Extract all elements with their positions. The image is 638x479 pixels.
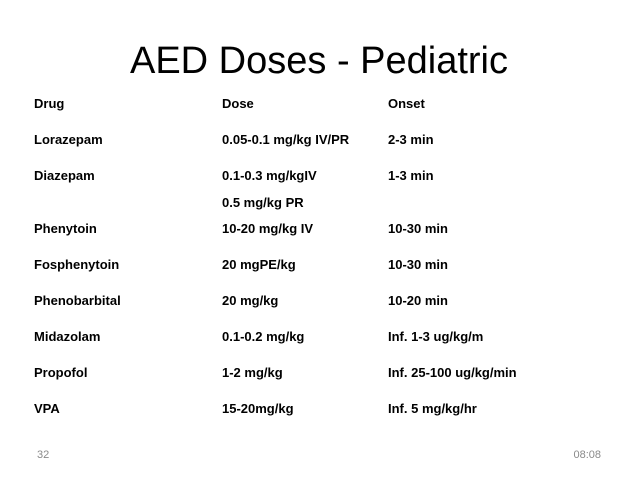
- table-row: [34, 247, 568, 283]
- slide-number: 32: [37, 449, 50, 461]
- aed-doses-table: [34, 86, 568, 421]
- dose-cell: 0.1-0.2 mg/kg: [222, 329, 305, 344]
- onset-cell: 10-20 min: [388, 293, 448, 308]
- table-row: [34, 158, 568, 211]
- drug-cell: Midazolam: [34, 329, 101, 344]
- table-row: [34, 211, 568, 247]
- dose-cell: 20 mgPE/kg: [222, 257, 296, 272]
- dose-cell: 15-20mg/kg: [222, 401, 294, 416]
- table-row: [34, 319, 568, 355]
- dose-cell: 10-20 mg/kg IV: [222, 221, 314, 236]
- header-dose: Dose: [222, 96, 254, 111]
- drug-cell: Phenobarbital: [34, 293, 121, 308]
- table-row: [34, 122, 568, 158]
- drug-cell: Diazepam: [34, 168, 95, 183]
- onset-cell: 10-30 min: [388, 221, 448, 236]
- table-header-row: [34, 86, 568, 122]
- table-row: [34, 283, 568, 319]
- onset-cell: 2-3 min: [388, 132, 434, 147]
- drug-cell: Lorazepam: [34, 132, 103, 147]
- drug-cell: Phenytoin: [34, 221, 97, 236]
- onset-cell: Inf. 25-100 ug/kg/min: [388, 365, 517, 380]
- slide-title: AED Doses - Pediatric: [129, 40, 508, 82]
- drug-cell: Propofol: [34, 365, 88, 380]
- table-row: [34, 391, 568, 421]
- dose-cell: 0.05-0.1 mg/kg IV/PR: [222, 132, 350, 147]
- onset-cell: Inf. 1-3 ug/kg/m: [388, 329, 484, 344]
- onset-cell: 1-3 min: [388, 168, 434, 183]
- onset-cell: 10-30 min: [388, 257, 448, 272]
- header-onset: Onset: [388, 96, 425, 111]
- dose-cell: 20 mg/kg: [222, 293, 279, 308]
- drug-cell: VPA: [34, 401, 60, 416]
- dose-cell: 0.1-0.3 mg/kgIV 0.5 mg/kg PR: [222, 168, 317, 210]
- onset-cell: Inf. 5 mg/kg/hr: [388, 401, 477, 416]
- slide-time: 08:08: [573, 449, 601, 461]
- table-row: [34, 355, 568, 391]
- dose-cell: 1-2 mg/kg: [222, 365, 283, 380]
- header-drug: Drug: [34, 96, 65, 111]
- drug-cell: Fosphenytoin: [34, 257, 120, 272]
